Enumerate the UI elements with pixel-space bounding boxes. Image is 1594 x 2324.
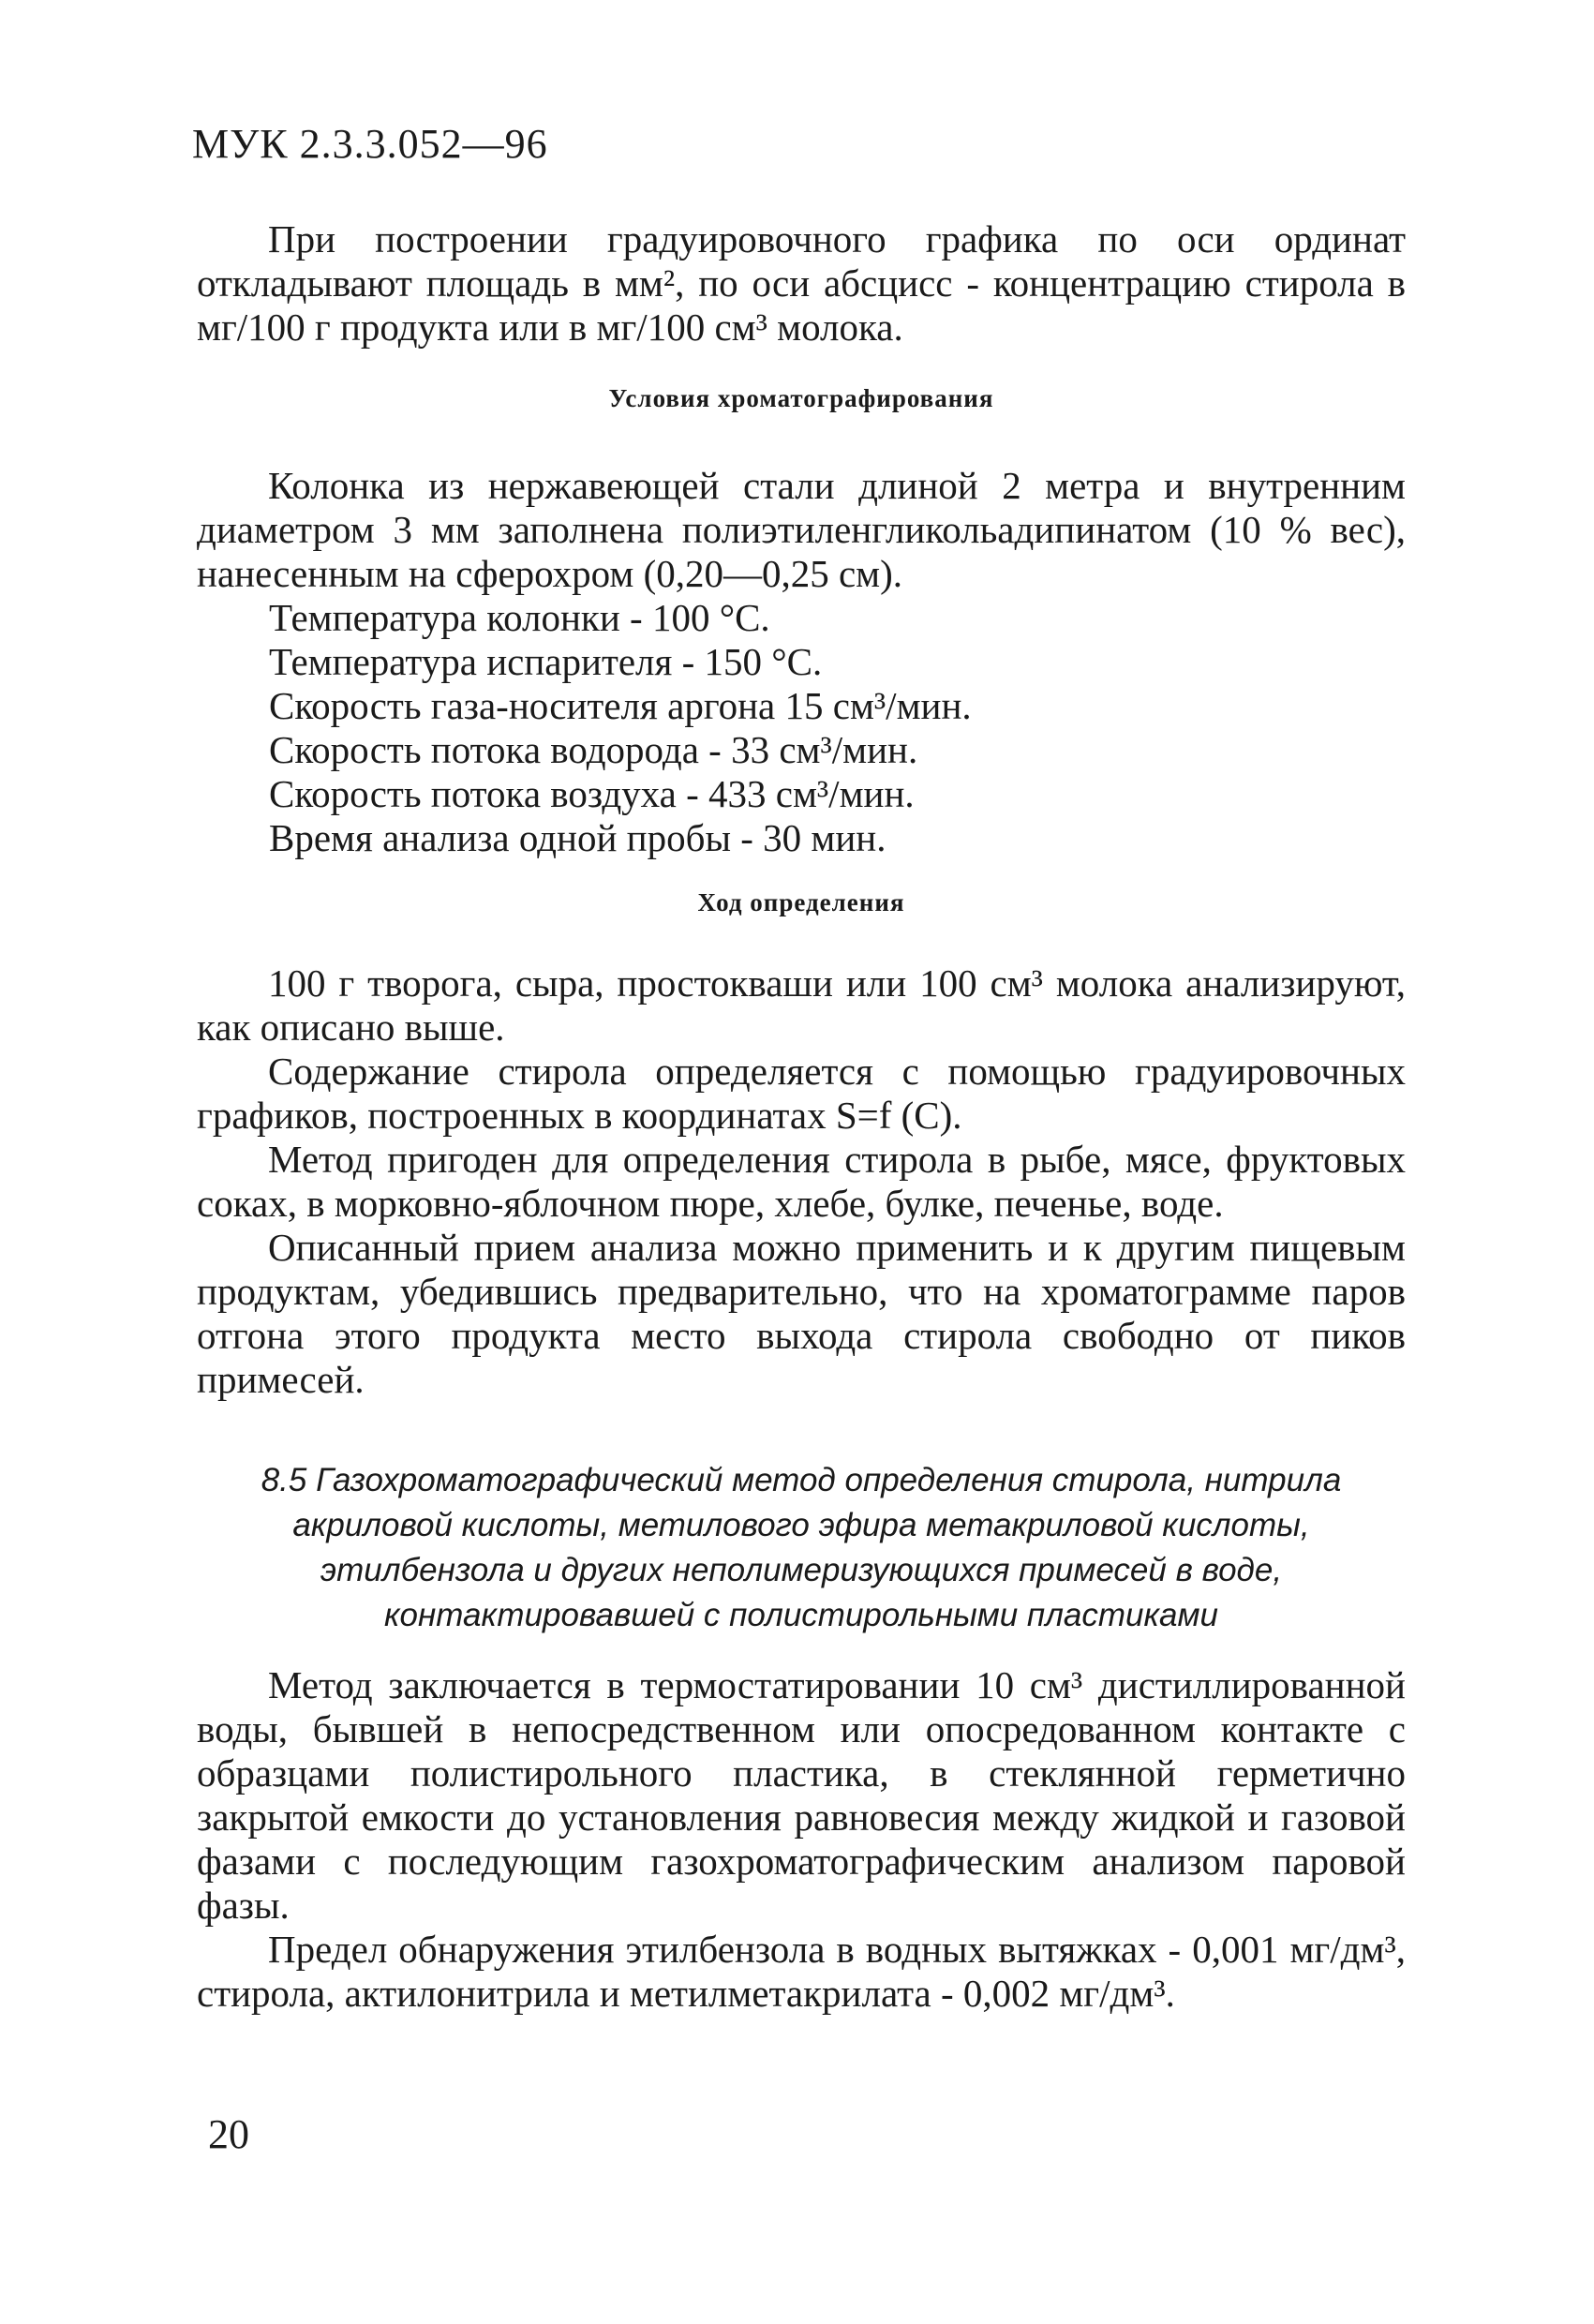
column-paragraph: Колонка из нержавеющей стали длиной 2 метра и внутренним диаметром 3 мм заполнена полиэтиленгликольадипинатом (10 % вес), нанесенным на сферохром (0,20—0,25 см). bbox=[197, 464, 1406, 595]
procedure-paragraph: Метод пригоден для определения стирола в рыбе, мясе, фруктовых соках, в морковно-яблочном пюре, хлебе, булке, печенье, воде. bbox=[197, 1138, 1406, 1225]
method-block bbox=[197, 1663, 1406, 2016]
procedure-heading: Ход определения bbox=[697, 888, 905, 916]
column-paragraph-block bbox=[197, 464, 1406, 596]
condition-item: Температура испарителя - 150 °С. bbox=[269, 640, 823, 683]
procedure-paragraph: 100 г творога, сыра, простокваши или 100 см³ молока анализируют, как описано выше. bbox=[197, 961, 1406, 1049]
condition-item: Скорость газа-носителя аргона 15 см³/мин. bbox=[269, 684, 972, 727]
document-code-header: МУК 2.3.3.052—96 bbox=[192, 121, 548, 167]
procedure-block bbox=[197, 961, 1406, 1402]
conditions-heading: Условия хроматографирования bbox=[608, 384, 994, 412]
section-title-line: контактировавшей с полистирольными пластиками bbox=[384, 1597, 1218, 1633]
condition-item: Температура колонки - 100 °С. bbox=[269, 596, 770, 639]
conditions-list bbox=[269, 596, 972, 860]
section-title-line: акриловой кислоты, метилового эфира метакриловой кислоты, bbox=[292, 1507, 1310, 1543]
section-title-line: этилбензола и других неполимеризующихся примесей в воде, bbox=[320, 1552, 1283, 1588]
procedure-paragraph: Содержание стирола определяется с помощью градуировочных графиков, построенных в координатах S=f (C). bbox=[197, 1050, 1406, 1137]
condition-item: Скорость потока водорода - 33 см³/мин. bbox=[269, 728, 918, 771]
method-paragraph: Метод заключается в термостатировании 10 см³ дистиллированной воды, бывшей в непосредственном или опосредованном контакте с образцами полистирольного пластика, в стеклянной герметично закрытой емкости до установления равновесия между жидкой и газовой фазами с последующим газохроматографическим анализом паровой фазы. bbox=[197, 1663, 1406, 1927]
section-title-line: 8.5 Газохроматографический метод определения стирола, нитрила bbox=[261, 1462, 1342, 1498]
intro-paragraph-block bbox=[197, 217, 1406, 350]
method-paragraph: Предел обнаружения этилбензола в водных вытяжках - 0,001 мг/дм³, стирола, актилонитрила и метилметакрилата - 0,002 мг/дм³. bbox=[197, 1928, 1406, 2015]
intro-paragraph: При построении градуировочного графика по оси ординат откладывают площадь в мм², по оси абсцисс - концентрацию стирола в мг/100 г продукта или в мг/100 см³ молока. bbox=[197, 217, 1406, 349]
condition-item: Время анализа одной пробы - 30 мин. bbox=[269, 816, 886, 859]
procedure-paragraph: Описанный прием анализа можно применить и к другим пищевым продуктам, убедившись предварительно, что на хроматограмме паров отгона этого продукта место выхода стирола свободно от пиков примесей. bbox=[197, 1226, 1406, 1401]
condition-item: Скорость потока воздуха - 433 см³/мин. bbox=[269, 772, 915, 815]
section-title bbox=[225, 1458, 1378, 1638]
page-number: 20 bbox=[208, 2111, 249, 2157]
